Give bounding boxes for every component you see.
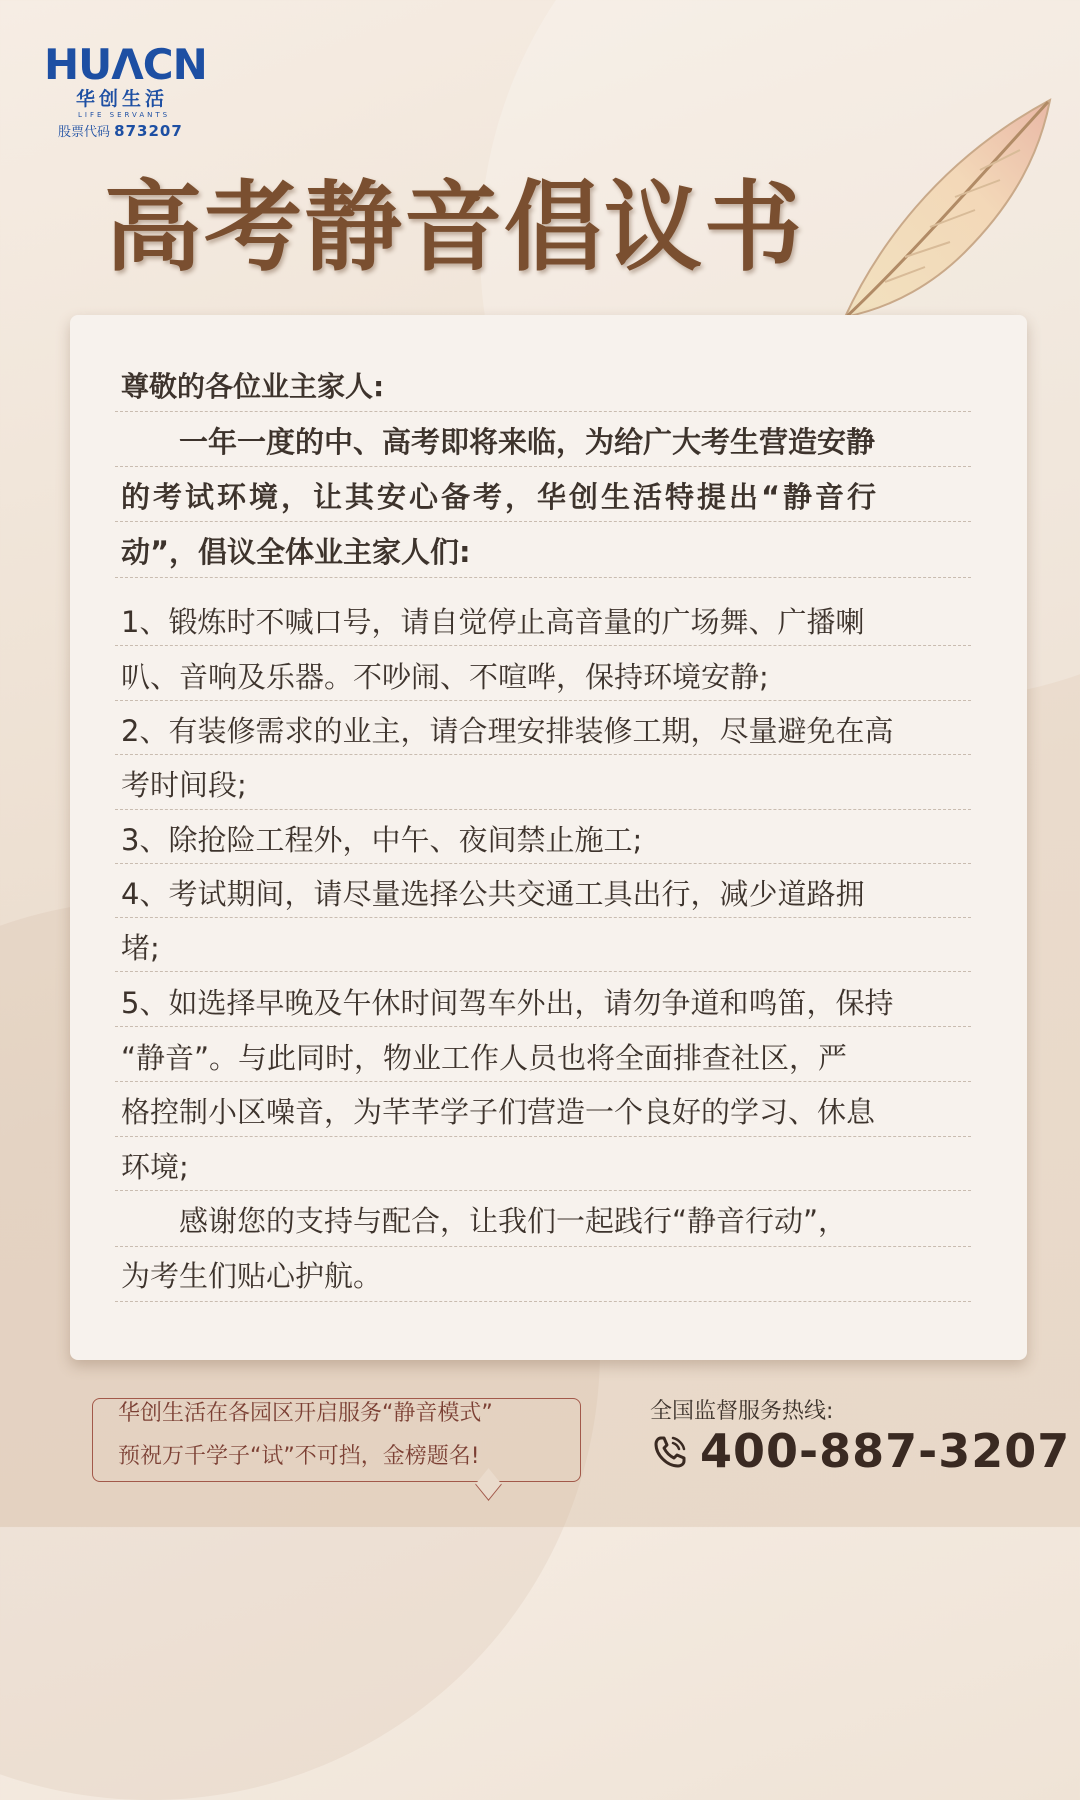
letter-item-line: 叭、音响及乐器。不吵闹、不喧哗，保持环境安静; bbox=[121, 660, 769, 694]
logo-tagline: LIFE SERVANTS bbox=[78, 111, 171, 119]
letter-item-line: 环境; bbox=[121, 1150, 189, 1184]
letter-greeting: 尊敬的各位业主家人: bbox=[121, 370, 385, 403]
stock-label: 股票代码 bbox=[58, 125, 111, 140]
slogan-line: 华创生活在各园区开启服务“静音模式” bbox=[118, 1401, 493, 1426]
letter-closing-line: 为考生们贴心护航。 bbox=[121, 1259, 383, 1293]
letter-item-line: 堵; bbox=[121, 931, 160, 965]
company-logo bbox=[44, 42, 214, 144]
letter-intro-line: 动”，倡议全体业主家人们: bbox=[121, 535, 471, 569]
letter-item-line: 5、如选择早晚及午休时间驾车外出，请勿争道和鸣笛，保持 bbox=[121, 986, 894, 1020]
letter-item-line: 4、考试期间，请尽量选择公共交通工具出行，减少道路拥 bbox=[121, 877, 865, 911]
phone-icon bbox=[652, 1434, 688, 1470]
stock-number: 873207 bbox=[114, 122, 183, 140]
letter-intro-line: 的考试环境，让其安心备考，华创生活特提出“静音行 bbox=[121, 480, 880, 514]
letter-item-line: 格控制小区噪音，为芊芊学子们营造一个良好的学习、休息 bbox=[121, 1095, 876, 1129]
letter-item-line: “静音”。与此同时，物业工作人员也将全面排查社区，严 bbox=[121, 1041, 848, 1075]
letter-item-line: 3、除抢险工程外，中午、夜间禁止施工; bbox=[121, 823, 643, 857]
letter-closing-line: 感谢您的支持与配合，让我们一起践行“静音行动”， bbox=[121, 1204, 848, 1238]
letter-item-line: 考时间段; bbox=[121, 768, 247, 802]
hotline-number[interactable]: 400-887-3207 bbox=[700, 1424, 1071, 1478]
letter-item-line: 1、锻炼时不喊口号，请自觉停止高音量的广场舞、广播喇 bbox=[121, 605, 865, 639]
letter-item-line: 2、有装修需求的业主，请合理安排装修工期，尽量避免在高 bbox=[121, 714, 894, 748]
slogan-line: 预祝万千学子“试”不可挡，金榜题名! bbox=[118, 1444, 480, 1469]
logo-cn-name: 华创生活 bbox=[76, 88, 169, 110]
stock-code bbox=[58, 120, 214, 144]
logo-brand: HUΛCN bbox=[44, 40, 207, 89]
page-title: 高考静音倡议书 bbox=[104, 170, 805, 285]
hotline-label: 全国监督服务热线: bbox=[650, 1399, 834, 1424]
letter-intro-line: 一年一度的中、高考即将来临，为给广大考生营造安静 bbox=[121, 425, 876, 459]
